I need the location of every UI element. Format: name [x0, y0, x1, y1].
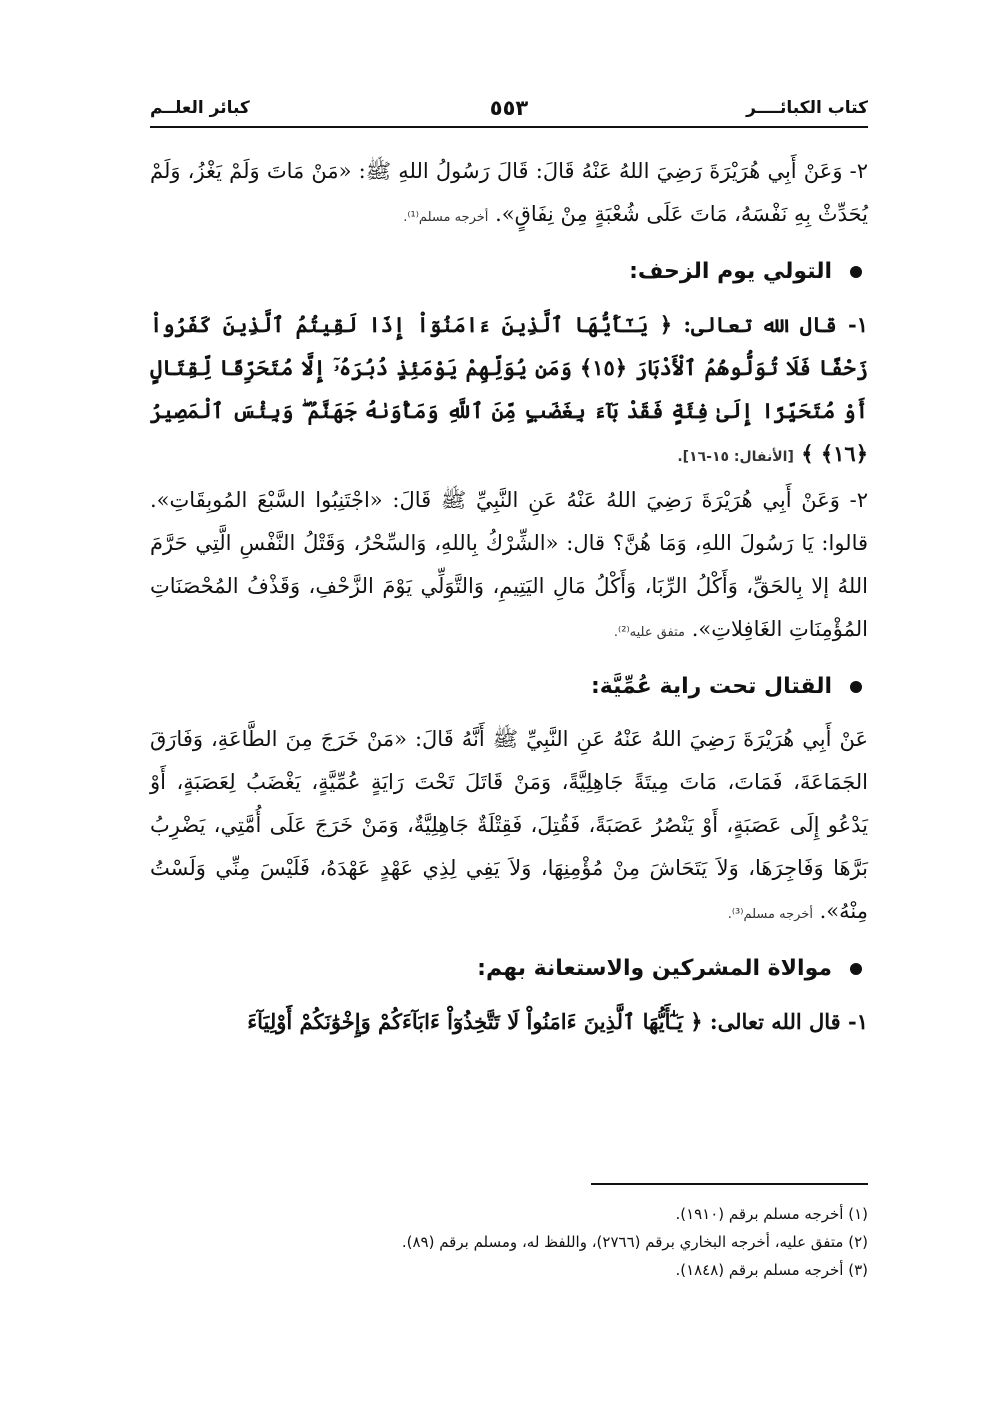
- paragraph-text: ٢- وَعَنْ أَبِي هُرَيْرَةَ رَضِيَ اللهُ عَنْهُ عَنِ النَّبِيِّ ﷺ قَالَ: «اجْتَنِبُوا السَّبْعَ المُوبِقَاتِ». قالوا: يَا رَسُولَ اللهِ، وَمَا هُنَّ؟ قال: «الشِّرْكُ بِاللهِ، وَالسِّحْرُ، وَقَتْلُ النَّفْسِ الَّتِي حَرَّمَ اللهُ إلا بِالحَقِّ، وَأَكْلُ الرِّبَا، وَأَكْلُ مَالِ اليَتِيمِ، وَالتَّوَلِّي يَوْمَ الزَّحْفِ، وَقَذْفُ المُحْصَنَاتِ المُؤْمِنَاتِ الغَافِلاتِ».: [150, 488, 869, 641]
- bullet-icon: [850, 681, 862, 693]
- paragraph-text: عَنْ أَبِي هُرَيْرَةَ رَضِيَ اللهُ عَنْهُ عَنِ النَّبِيِّ ﷺ أَنَّهُ قَالَ: «مَنْ خَرَجَ مِنَ الطَّاعَةِ، وَفَارَقَ الجَمَاعَةَ، فَمَاتَ، مَاتَ مِيتَةً جَاهِلِيَّةً، وَمَنْ قَاتَلَ تَحْتَ رَايَةٍ عُمِّيَّةٍ، يَغْضَبُ لِعَصَبَةٍ، أَوْ يَدْعُو إِلَى عَصَبَةٍ، أَوْ يَنْصُرُ عَصَبَةً، فَقُتِلَ، فَقِتْلَةٌ جَاهِلِيَّةٌ، وَمَنْ خَرَجَ عَلَى أُمَّتِي، يَضْرِبُ بَرَّهَا وَفَاجِرَهَا، وَلاَ يَتَحَاشَ مِنْ مُؤْمِنِهَا، وَلاَ يَفِي لِذِي عَهْدٍ عَهْدَهُ، فَلَيْسَ مِنِّي وَلَسْتُ مِنْهُ».: [150, 727, 868, 923]
- paragraph-text: ٢- وَعَنْ أَبِي هُرَيْرَةَ رَضِيَ اللهُ عَنْهُ قَالَ: قَالَ رَسُولُ اللهِ ﷺ: «مَنْ مَاتَ وَلَمْ يَغْزُ، وَلَمْ يُحَدِّثْ بِهِ نَفْسَهُ، مَاتَ عَلَى شُعْبَةٍ مِنْ نِفَاقٍ».: [150, 159, 868, 226]
- section-heading: [150, 670, 868, 704]
- section-heading-text: موالاة المشركين والاستعانة بهم:: [477, 956, 832, 981]
- verse-reference: [الأنفال: ١٥-١٦].: [677, 449, 794, 465]
- main-text: [150, 150, 868, 1043]
- paragraph-text: ١- قال الله تعالى: ﴿ يَـٰٓأَيُّهَا ٱلَّذِينَ ءَامَنُواْ لَا تَتَّخِذُوٓاْ ءَابَآءَكُمْ وَإِخْوَٰنَكُمْ أَوْلِيَآءَ: [247, 1009, 868, 1034]
- bullet-icon: [850, 963, 862, 975]
- section-heading-text: التولي يوم الزحف:: [629, 259, 832, 284]
- footnote-divider: [591, 1183, 868, 1185]
- section-heading-text: القتال تحت راية عُمِّيَّة:: [590, 674, 832, 699]
- hadith-paragraph: [150, 479, 868, 654]
- quran-verse-paragraph: [150, 303, 868, 479]
- bullet-icon: [850, 266, 862, 278]
- book-title: كتاب الكبائــــر: [746, 98, 868, 118]
- page-number: ٥٥٣: [489, 96, 529, 120]
- hadith-source: متفق عليه⁽²⁾.: [613, 625, 686, 640]
- hadith-source: أخرجه مسلم⁽³⁾.: [727, 907, 813, 922]
- chapter-title: كبائر العلــم: [150, 98, 250, 118]
- footnote-item: (٣) أخرجه مسلم برقم (١٨٤٨).: [675, 1261, 868, 1279]
- footnotes: [150, 1200, 868, 1284]
- paragraph-text: ١- قال الله تعالى: ﴿ يَـٰٓأَيُّهَا ٱلَّذِينَ ءَامَنُوٓاْ إِذَا لَقِيتُمُ ٱلَّذِينَ كَفَرُواْ زَحْفًا فَلَا تُوَلُّوهُمُ ٱلْأَدْبَارَ ﴿١٥﴾ وَمَن يُوَلِّهِمْ يَوْمَئِذٍ دُبُرَهُۥٓ إِلَّا مُتَحَرِّفًا لِّقِتَالٍ أَوْ مُتَحَيِّزًا إِلَىٰ فِئَةٍ فَقَدْ بَآءَ بِغَضَبٍ مِّنَ ٱللَّهِ وَمَأْوَىٰهُ جَهَنَّمُ ۖ وَبِئْسَ ٱلْمَصِيرُ ﴿١٦﴾ ﴾: [150, 312, 868, 466]
- hadith-paragraph: [150, 718, 868, 936]
- header-divider: [150, 126, 868, 128]
- section-heading: [150, 255, 868, 289]
- footnote-item: (١) أخرجه مسلم برقم (١٩١٠).: [675, 1205, 868, 1223]
- hadith-source: أخرجه مسلم⁽¹⁾.: [403, 210, 489, 225]
- footnote-item: (٢) متفق عليه، أخرجه البخاري برقم (٢٧٦٦)، واللفظ له، ومسلم برقم (٨٩).: [401, 1233, 868, 1251]
- section-heading: [150, 952, 868, 986]
- page-header: [150, 94, 868, 122]
- hadith-paragraph: [150, 150, 868, 239]
- quran-verse-paragraph: [150, 1000, 868, 1043]
